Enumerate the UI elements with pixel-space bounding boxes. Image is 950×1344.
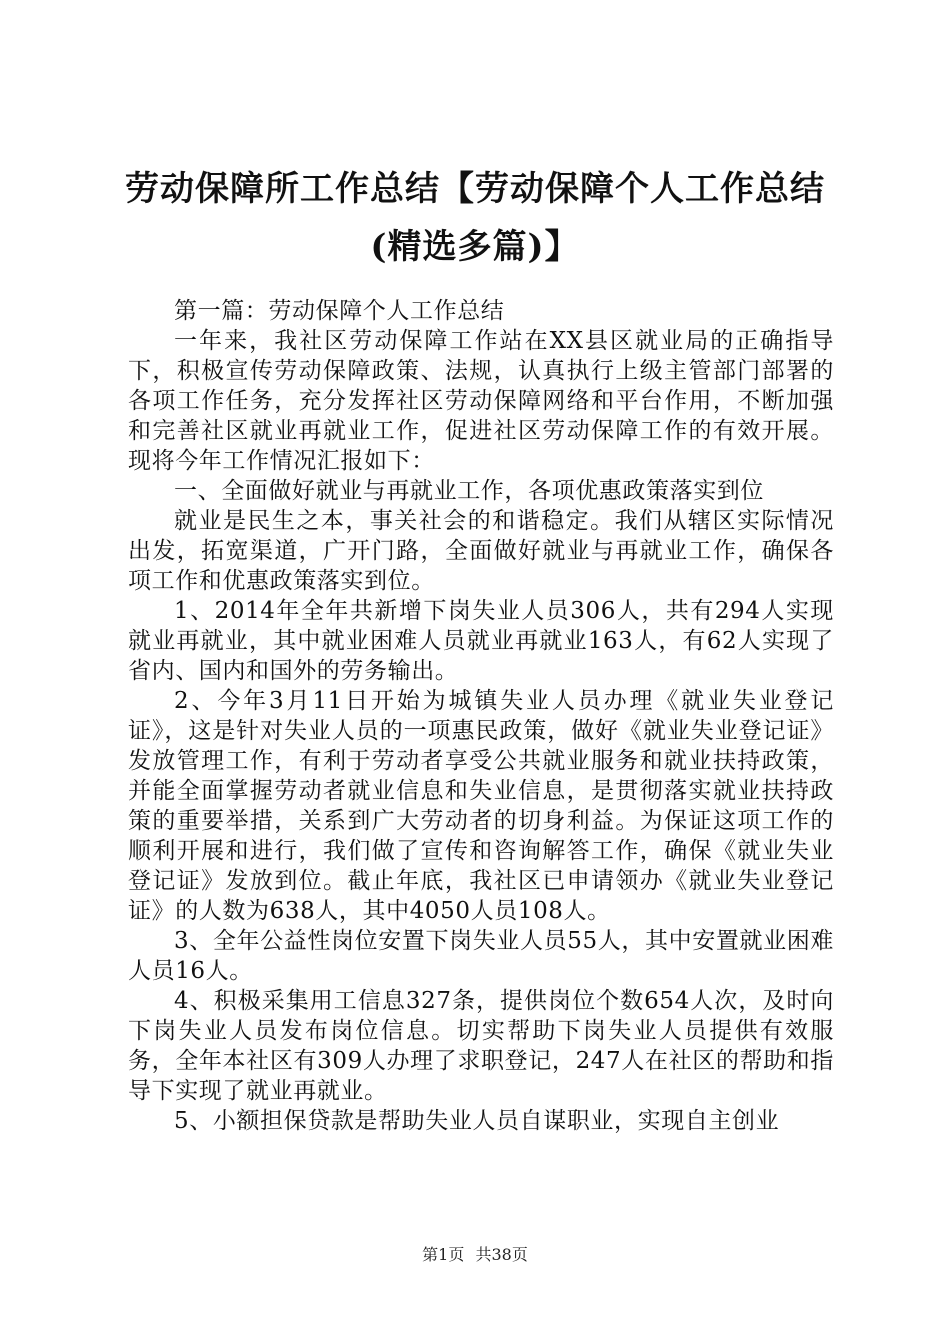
list-item: 1、2014年全年共新增下岗失业人员306人，共有294人实现就业再就业，其中就业困难人员就业再就业163人，有62人实现了省内、国内和国外的劳务输出。 <box>128 598 834 684</box>
document-title-line-2: (精选多篇)】 <box>370 227 580 267</box>
list-item: 2、今年3月11日开始为城镇失业人员办理《就业失业登记证》，这是针对失业人员的一项惠民政策，做好《就业失业登记证》发放管理工作，有利于劳动者享受公共就业服务和就业扶持政策，并能全面掌握劳动者就业信息和失业信息，是贯彻落实就业扶持政策的重要举措，关系到广大劳动者的切身利益。为保证这项工作的顺利开展和进行，我们做了宣传和咨询解答工作，确保《就业失业登记证》发放到位。截止年底，我社区已申请领办《就业失业登记证》的人数为638人，其中4050人员108人。 <box>128 688 834 924</box>
page-total: 共38页 <box>475 1245 528 1264</box>
document-body <box>128 296 834 1136</box>
list-item: 3、全年公益性岗位安置下岗失业人员55人，其中安置就业困难人员16人。 <box>128 928 834 984</box>
document-title-line-1: 劳动保障所工作总结【劳动保障个人工作总结 <box>125 169 825 209</box>
sub-heading: 一、全面做好就业与再就业工作，各项优惠政策落实到位 <box>174 478 764 504</box>
page-number: 第1页 <box>422 1245 465 1264</box>
page-footer <box>0 1242 950 1265</box>
section-heading: 第一篇：劳动保障个人工作总结 <box>174 298 505 324</box>
list-item: 4、积极采集用工信息327条，提供岗位个数654人次，及时向下岗失业人员发布岗位信息。切实帮助下岗失业人员提供有效服务，全年本社区有309人办理了求职登记，247人在社区的帮助和指导下实现了就业再就业。 <box>128 988 834 1104</box>
body-paragraph: 就业是民生之本，事关社会的和谐稳定。我们从辖区实际情况出发，拓宽渠道，广开门路，全面做好就业与再就业工作，确保各项工作和优惠政策落实到位。 <box>128 508 834 594</box>
list-item: 5、小额担保贷款是帮助失业人员自谋职业，实现自主创业 <box>174 1108 780 1134</box>
body-paragraph: 一年来，我社区劳动保障工作站在XX县区就业局的正确指导下，积极宣传劳动保障政策、法规，认真执行上级主管部门部署的各项工作任务，充分发挥社区劳动保障网络和平台作用，不断加强和完善社区就业再就业工作，促进社区劳动保障工作的有效开展。现将今年工作情况汇报如下： <box>128 328 834 474</box>
